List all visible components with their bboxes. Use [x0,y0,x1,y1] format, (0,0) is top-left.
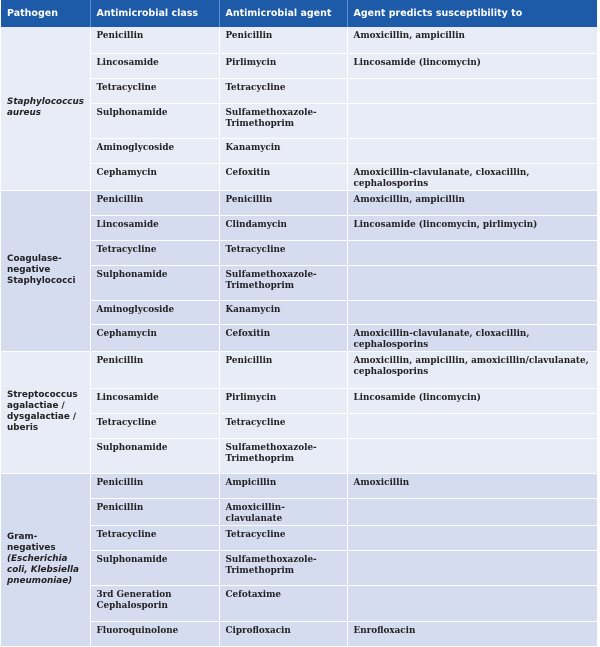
predicts-susceptibility-cell: Amoxicillin, ampicillin [347,190,597,215]
antimicrobial-agent-cell: Sulfamethoxazole-Trimethoprim [219,103,347,138]
pathogen-name: Staphylococcus aureus [7,97,85,119]
antimicrobial-agent-cell: Tetracycline [219,413,347,438]
antimicrobial-class-cell: Lincosamide [90,53,219,78]
header-predicts-susceptibility: Agent predicts susceptibility to [347,0,597,27]
predicts-susceptibility-cell: Amoxicillin-clavulanate, cloxacillin, cephalosporins [347,163,597,190]
table-row [1,413,597,438]
pathogen-name: Gram-negatives [7,532,56,553]
table-row [1,53,597,78]
antimicrobial-class-cell: Penicillin [90,351,219,388]
table-row [1,525,597,550]
predicts-susceptibility-cell [347,103,597,138]
antimicrobial-agent-cell: Cefoxitin [219,324,347,351]
antimicrobial-class-cell: Sulphonamide [90,550,219,585]
predicts-susceptibility-cell [347,138,597,163]
table-row [1,163,597,190]
table-row [1,621,597,646]
antimicrobial-class-cell: Lincosamide [90,215,219,240]
antimicrobial-agent-cell: Amoxicillin-clavulanate [219,498,347,525]
antimicrobial-agent-cell: Cefotaxime [219,585,347,621]
table-row [1,388,597,413]
predicts-susceptibility-cell [347,265,597,300]
table-row [1,585,597,621]
header-antimicrobial-class: Antimicrobial class [90,0,219,27]
antimicrobial-agent-cell: Sulfamethoxazole-Trimethoprim [219,550,347,585]
predicts-susceptibility-cell: Amoxicillin [347,473,597,498]
table-row [1,351,597,388]
antimicrobial-agent-cell: Tetracycline [219,78,347,103]
table-row [1,215,597,240]
antimicrobial-agent-cell: Tetracycline [219,525,347,550]
table-row [1,438,597,473]
table-row [1,324,597,351]
pathogen-cell [1,190,90,351]
pathogen-cell [1,473,90,646]
predicts-susceptibility-cell [347,300,597,324]
antimicrobial-agent-cell: Tetracycline [219,240,347,265]
table-row [1,300,597,324]
pathogen-cell [1,27,90,190]
predicts-susceptibility-cell [347,413,597,438]
antimicrobial-class-cell: Tetracycline [90,413,219,438]
predicts-susceptibility-cell: Amoxicillin, ampicillin, amoxicillin/clavulanate, cephalosporins [347,351,597,388]
antimicrobial-agent-cell: Kanamycin [219,300,347,324]
antimicrobial-class-cell: Cephamycin [90,163,219,190]
antimicrobial-agent-cell: Kanamycin [219,138,347,163]
table-row [1,265,597,300]
antimicrobial-class-cell: Lincosamide [90,388,219,413]
antimicrobial-susceptibility-table [1,0,598,647]
predicts-susceptibility-cell [347,585,597,621]
antimicrobial-class-cell: Penicillin [90,473,219,498]
antimicrobial-class-cell: Sulphonamide [90,438,219,473]
table-row [1,190,597,215]
table-row [1,27,597,53]
antimicrobial-class-cell: Penicillin [90,190,219,215]
predicts-susceptibility-cell: Lincosamide (lincomycin) [347,53,597,78]
table-row [1,240,597,265]
antimicrobial-agent-cell: Ciprofloxacin [219,621,347,646]
predicts-susceptibility-cell: Amoxicillin-clavulanate, cloxacillin, cephalosporins [347,324,597,351]
predicts-susceptibility-cell [347,78,597,103]
antimicrobial-class-cell: 3rd Generation Cephalosporin [90,585,219,621]
antimicrobial-agent-cell: Pirlimycin [219,53,347,78]
pathogen-species: (Escherichia coli, Klebsiella pneumoniae) [7,554,79,586]
antimicrobial-class-cell: Fluoroquinolone [90,621,219,646]
predicts-susceptibility-cell [347,550,597,585]
table-row [1,103,597,138]
table-row [1,498,597,525]
antimicrobial-agent-cell: Cefoxitin [219,163,347,190]
antimicrobial-agent-cell: Ampicillin [219,473,347,498]
antimicrobial-agent-cell: Clindamycin [219,215,347,240]
predicts-susceptibility-cell [347,240,597,265]
antimicrobial-class-cell: Penicillin [90,27,219,53]
predicts-susceptibility-cell: Enrofloxacin [347,621,597,646]
antimicrobial-agent-cell: Sulfamethoxazole-Trimethoprim [219,265,347,300]
antimicrobial-class-cell: Cephamycin [90,324,219,351]
antimicrobial-class-cell: Penicillin [90,498,219,525]
antimicrobial-class-cell: Tetracycline [90,240,219,265]
pathogen-cell [1,351,90,473]
predicts-susceptibility-cell [347,525,597,550]
predicts-susceptibility-cell: Lincosamide (lincomycin, pirlimycin) [347,215,597,240]
antimicrobial-agent-cell: Penicillin [219,351,347,388]
predicts-susceptibility-cell: Lincosamide (lincomycin) [347,388,597,413]
antimicrobial-class-cell: Sulphonamide [90,265,219,300]
table-row [1,473,597,498]
antimicrobial-agent-cell: Penicillin [219,190,347,215]
antimicrobial-agent-cell: Pirlimycin [219,388,347,413]
table-row [1,78,597,103]
predicts-susceptibility-cell [347,498,597,525]
pathogen-name: Streptococcus agalactiae / dysgalactiae / uberis [7,390,78,433]
table-row [1,550,597,585]
antimicrobial-class-cell: Sulphonamide [90,103,219,138]
header-antimicrobial-agent: Antimicrobial agent [219,0,347,27]
table-row [1,138,597,163]
table-header-row [1,0,597,27]
antimicrobial-agent-cell: Sulfamethoxazole-Trimethoprim [219,438,347,473]
pathogen-name: Coagulase-negative Staphylococci [7,254,76,286]
antimicrobial-class-cell: Aminoglycoside [90,138,219,163]
antimicrobial-agent-cell: Penicillin [219,27,347,53]
predicts-susceptibility-cell [347,438,597,473]
header-pathogen: Pathogen [1,0,90,27]
antimicrobial-class-cell: Aminoglycoside [90,300,219,324]
predicts-susceptibility-cell: Amoxicillin, ampicillin [347,27,597,53]
antimicrobial-class-cell: Tetracycline [90,78,219,103]
antimicrobial-class-cell: Tetracycline [90,525,219,550]
